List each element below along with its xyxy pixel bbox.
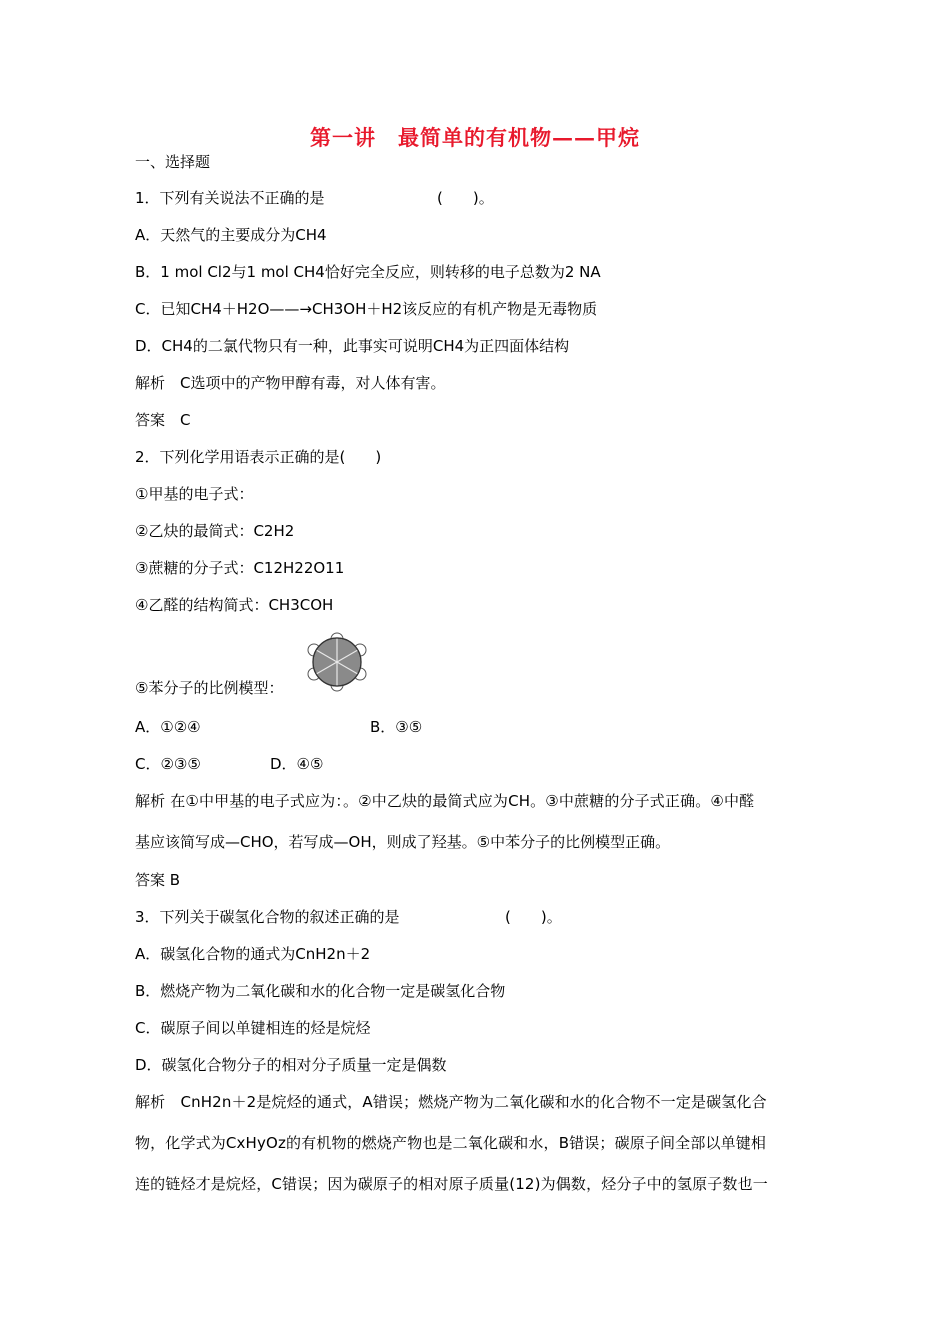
q1-paren: ( )。 xyxy=(437,189,494,207)
q3-option-c: C．碳原子间以单键相连的烃是烷烃 xyxy=(135,1019,371,1037)
q2-option-d: D．④⑤ xyxy=(270,755,324,773)
q2-item-1: ①甲基的电子式： xyxy=(135,485,254,503)
q1-option-b: B．1 mol Cl2与1 mol CH4恰好完全反应，则转移的电子总数为2 NA xyxy=(135,263,601,281)
q2-analysis-line-2: 基应该简写成—CHO，若写成—OH，则成了羟基。⑤中苯分子的比例模型正确。 xyxy=(135,833,671,851)
q3-option-d: D．碳氢化合物分子的相对分子质量一定是偶数 xyxy=(135,1056,447,1074)
q2-item-3: ③蔗糖的分子式：C12H22O11 xyxy=(135,559,345,577)
section-heading: 一、选择题 xyxy=(135,153,211,171)
q1-answer: 答案 C xyxy=(135,411,191,429)
q2-item-4: ④乙醛的结构简式：CH3COH xyxy=(135,596,334,614)
q1-analysis: 解析 C选项中的产物甲醇有毒，对人体有害。 xyxy=(135,374,446,392)
q1-stem: 1．下列有关说法不正确的是 xyxy=(135,189,325,207)
q2-stem: 2．下列化学用语表示正确的是( ) xyxy=(135,448,382,466)
q3-analysis-line-3: 连的链烃才是烷烃，C错误；因为碳原子的相对原子质量(12)为偶数，烃分子中的氢原子数也一 xyxy=(135,1175,768,1193)
q3-option-b: B．燃烧产物为二氧化碳和水的化合物一定是碳氢化合物 xyxy=(135,982,506,1000)
q2-item-2: ②乙炔的最简式：C2H2 xyxy=(135,522,295,540)
q3-stem: 3．下列关于碳氢化合物的叙述正确的是 xyxy=(135,908,400,926)
q1-option-d: D．CH4的二氯代物只有一种，此事实可说明CH4为正四面体结构 xyxy=(135,337,570,355)
q3-paren: ( )。 xyxy=(505,908,562,926)
q2-option-b: B．③⑤ xyxy=(370,718,423,736)
q1-option-a: A．天然气的主要成分为CH4 xyxy=(135,226,327,244)
page-title: 第一讲 最简单的有机物——甲烷 xyxy=(310,125,640,150)
q3-analysis-line-2: 物，化学式为CxHyOz的有机物的燃烧产物也是二氧化碳和水，B错误；碳原子间全部以单键相 xyxy=(135,1134,767,1152)
benzene-model-image xyxy=(305,632,369,692)
q2-answer: 答案 B xyxy=(135,871,181,889)
q2-option-a: A．①②④ xyxy=(135,718,201,736)
q3-analysis-line-1: 解析 CnH2n＋2是烷烃的通式，A错误；燃烧产物为二氧化碳和水的化合物不一定是碳氢化合 xyxy=(135,1093,767,1111)
q3-option-a: A．碳氢化合物的通式为CnH2n＋2 xyxy=(135,945,371,963)
q1-option-c: C．已知CH4＋H2O——→CH3OH＋H2该反应的有机产物是无毒物质 xyxy=(135,300,598,318)
q2-option-c: C．②③⑤ xyxy=(135,755,201,773)
q2-item-5: ⑤苯分子的比例模型： xyxy=(135,679,284,697)
q2-analysis-line-1: 解析 在①中甲基的电子式应为：。②中乙炔的最简式应为CH。③中蔗糖的分子式正确。④中醛 xyxy=(135,792,755,810)
